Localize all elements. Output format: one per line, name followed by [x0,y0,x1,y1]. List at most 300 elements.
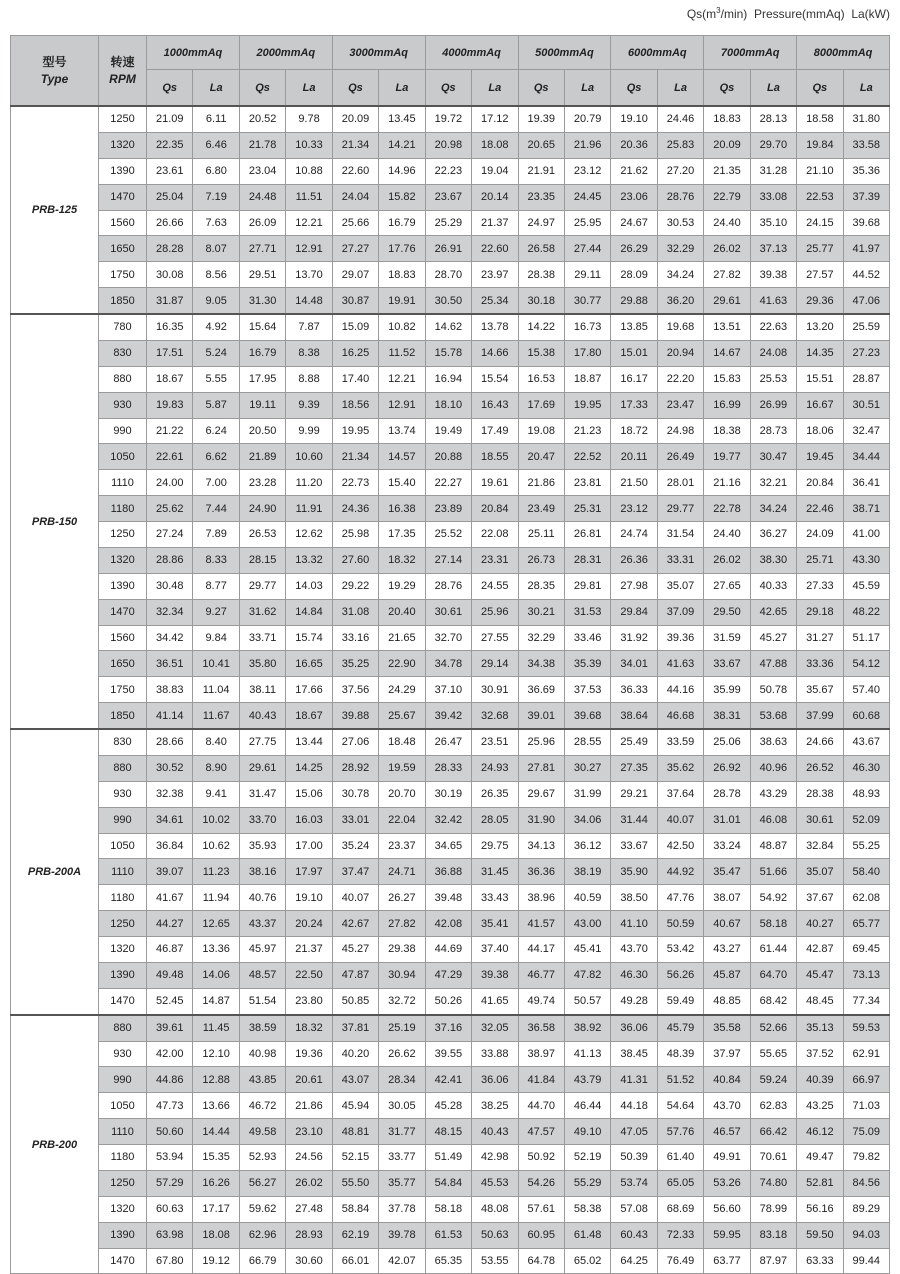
la-cell: 21.86 [286,1093,332,1119]
qs-cell: 27.27 [332,236,378,262]
la-cell: 12.21 [286,210,332,236]
la-cell: 18.08 [472,132,518,158]
qs-cell: 45.28 [425,1093,471,1119]
la-cell: 36.06 [472,1067,518,1093]
la-cell: 54.92 [750,885,796,911]
qs-cell: 15.64 [239,314,285,340]
qs-cell: 13.51 [704,314,750,340]
la-cell: 9.84 [193,625,239,651]
qs-cell: 21.89 [239,444,285,470]
table-row [11,314,890,340]
rpm-cell: 830 [99,729,147,755]
la-cell: 13.78 [472,314,518,340]
la-cell: 41.63 [750,288,796,314]
qs-cell: 14.35 [797,340,843,366]
qs-cell: 15.83 [704,366,750,392]
la-cell: 18.48 [379,729,425,755]
qs-cell: 17.40 [332,366,378,392]
qs-cell: 22.23 [425,158,471,184]
qs-cell: 28.33 [425,755,471,781]
la-cell: 14.66 [472,340,518,366]
la-cell: 33.46 [564,625,610,651]
qs-cell: 66.79 [239,1248,285,1274]
qs-cell: 34.61 [147,807,193,833]
la-cell: 35.39 [564,651,610,677]
qs-cell: 38.97 [518,1041,564,1067]
qs-cell: 37.81 [332,1015,378,1041]
la-cell: 13.44 [286,729,332,755]
la-cell: 22.63 [750,314,796,340]
la-cell: 58.38 [564,1196,610,1222]
qs-cell: 27.82 [704,262,750,288]
la-cell: 13.70 [286,262,332,288]
qs-cell: 61.53 [425,1222,471,1248]
rpm-cell: 930 [99,392,147,418]
table-row [11,833,890,859]
qs-cell: 26.29 [611,236,657,262]
qs-cell: 33.67 [611,833,657,859]
qs-cell: 52.45 [147,988,193,1014]
la-cell: 28.31 [564,547,610,573]
la-cell: 30.77 [564,288,610,314]
qs-cell: 50.60 [147,1119,193,1145]
qs-cell: 28.28 [147,236,193,262]
la-cell: 59.49 [657,988,703,1014]
qs-cell: 31.30 [239,288,285,314]
la-cell: 23.12 [564,158,610,184]
la-cell: 17.76 [379,236,425,262]
la-cell: 28.87 [843,366,889,392]
la-cell: 69.45 [843,937,889,963]
table-row [11,781,890,807]
la-cell: 24.93 [472,755,518,781]
qs-cell: 40.98 [239,1041,285,1067]
la-cell: 39.68 [564,703,610,729]
qs-cell: 33.01 [332,807,378,833]
qs-cell: 42.08 [425,911,471,937]
qs-cell: 17.95 [239,366,285,392]
qs-cell: 18.67 [147,366,193,392]
la-cell: 37.09 [657,599,703,625]
la-cell: 29.70 [750,132,796,158]
la-cell: 41.13 [564,1041,610,1067]
qs-cell: 42.67 [332,911,378,937]
qs-cell: 41.84 [518,1067,564,1093]
la-cell: 32.47 [843,418,889,444]
table-row [11,573,890,599]
la-cell: 26.62 [379,1041,425,1067]
qs-cell: 43.70 [704,1093,750,1119]
la-cell: 25.95 [564,210,610,236]
la-subheader: La [657,70,703,107]
la-cell: 24.46 [657,106,703,132]
qs-cell: 35.58 [704,1015,750,1041]
la-cell: 18.32 [379,547,425,573]
rpm-cell: 1650 [99,651,147,677]
la-cell: 51.52 [657,1067,703,1093]
la-cell: 32.29 [657,236,703,262]
qs-cell: 35.80 [239,651,285,677]
qs-subheader: Qs [518,70,564,107]
qs-cell: 41.67 [147,885,193,911]
qs-cell: 62.96 [239,1222,285,1248]
qs-cell: 44.27 [147,911,193,937]
la-cell: 37.53 [564,677,610,703]
qs-cell: 15.51 [797,366,843,392]
qs-cell: 22.27 [425,470,471,496]
la-cell: 55.65 [750,1041,796,1067]
rpm-cell: 1470 [99,1248,147,1274]
la-cell: 22.60 [472,236,518,262]
qs-cell: 19.11 [239,392,285,418]
la-cell: 25.34 [472,288,518,314]
qs-cell: 22.73 [332,470,378,496]
qs-cell: 24.66 [797,729,843,755]
rpm-cell: 1560 [99,210,147,236]
qs-cell: 22.78 [704,496,750,522]
la-cell: 5.87 [193,392,239,418]
la-cell: 48.22 [843,599,889,625]
qs-cell: 46.77 [518,962,564,988]
qs-cell: 36.06 [611,1015,657,1041]
la-cell: 48.08 [472,1196,518,1222]
qs-cell: 37.56 [332,677,378,703]
la-cell: 23.37 [379,833,425,859]
la-cell: 28.05 [472,807,518,833]
qs-cell: 35.07 [797,859,843,885]
la-cell: 18.55 [472,444,518,470]
qs-cell: 31.08 [332,599,378,625]
qs-cell: 19.84 [797,132,843,158]
la-cell: 11.94 [193,885,239,911]
qs-cell: 28.15 [239,547,285,573]
table-row [11,106,890,132]
la-cell: 27.48 [286,1196,332,1222]
qs-cell: 20.36 [611,132,657,158]
la-cell: 89.29 [843,1196,889,1222]
la-cell: 65.77 [843,911,889,937]
la-cell: 14.21 [379,132,425,158]
la-cell: 65.05 [657,1170,703,1196]
la-cell: 16.73 [564,314,610,340]
la-cell: 38.63 [750,729,796,755]
la-cell: 83.18 [750,1222,796,1248]
la-cell: 16.03 [286,807,332,833]
table-row [11,288,890,314]
la-cell: 38.71 [843,496,889,522]
qs-cell: 40.67 [704,911,750,937]
la-cell: 37.40 [472,937,518,963]
la-cell: 40.59 [564,885,610,911]
qs-cell: 18.38 [704,418,750,444]
la-cell: 6.46 [193,132,239,158]
la-cell: 9.05 [193,288,239,314]
qs-cell: 20.11 [611,444,657,470]
qs-cell: 54.84 [425,1170,471,1196]
qs-cell: 39.48 [425,885,471,911]
la-cell: 25.96 [472,599,518,625]
la-cell: 34.44 [843,444,889,470]
qs-cell: 59.95 [704,1222,750,1248]
qs-cell: 37.67 [797,885,843,911]
la-cell: 29.14 [472,651,518,677]
qs-cell: 67.80 [147,1248,193,1274]
la-cell: 22.08 [472,522,518,548]
la-cell: 35.07 [657,573,703,599]
la-cell: 18.08 [193,1222,239,1248]
qs-cell: 43.37 [239,911,285,937]
table-row [11,210,890,236]
la-cell: 43.67 [843,729,889,755]
qs-cell: 16.67 [797,392,843,418]
units-qs-tail: /min) [720,7,748,21]
la-cell: 21.37 [286,937,332,963]
qs-cell: 29.18 [797,599,843,625]
la-cell: 38.30 [750,547,796,573]
la-cell: 53.68 [750,703,796,729]
la-cell: 44.52 [843,262,889,288]
table-row [11,859,890,885]
pressure-header: 5000mmAq [518,36,611,70]
qs-cell: 13.85 [611,314,657,340]
qs-cell: 15.01 [611,340,657,366]
qs-cell: 36.69 [518,677,564,703]
la-cell: 44.16 [657,677,703,703]
qs-cell: 21.91 [518,158,564,184]
la-cell: 20.61 [286,1067,332,1093]
qs-cell: 38.16 [239,859,285,885]
la-cell: 41.63 [657,651,703,677]
qs-cell: 36.88 [425,859,471,885]
la-cell: 45.41 [564,937,610,963]
rpm-cell: 1320 [99,547,147,573]
la-cell: 47.76 [657,885,703,911]
rpm-cell: 1470 [99,988,147,1014]
qs-cell: 47.57 [518,1119,564,1145]
qs-cell: 27.57 [797,262,843,288]
qs-cell: 29.61 [704,288,750,314]
qs-cell: 21.78 [239,132,285,158]
la-cell: 72.33 [657,1222,703,1248]
la-cell: 17.97 [286,859,332,885]
qs-cell: 17.51 [147,340,193,366]
qs-cell: 51.49 [425,1145,471,1171]
la-cell: 25.67 [379,703,425,729]
la-cell: 51.66 [750,859,796,885]
qs-cell: 32.42 [425,807,471,833]
qs-cell: 52.81 [797,1170,843,1196]
la-cell: 55.25 [843,833,889,859]
units-qs-sup: 3 [716,6,721,15]
la-cell: 23.31 [472,547,518,573]
qs-cell: 37.10 [425,677,471,703]
qs-cell: 20.98 [425,132,471,158]
la-cell: 30.91 [472,677,518,703]
la-cell: 9.78 [286,106,332,132]
table-row [11,911,890,937]
la-cell: 14.25 [286,755,332,781]
qs-cell: 40.43 [239,703,285,729]
qs-cell: 27.24 [147,522,193,548]
qs-cell: 28.78 [704,781,750,807]
la-cell: 23.80 [286,988,332,1014]
qs-cell: 23.12 [611,496,657,522]
table-row [11,262,890,288]
la-cell: 45.27 [750,625,796,651]
la-cell: 19.91 [379,288,425,314]
qs-cell: 20.50 [239,418,285,444]
table-row [11,651,890,677]
la-cell: 6.24 [193,418,239,444]
qs-cell: 29.77 [239,573,285,599]
la-cell: 66.97 [843,1067,889,1093]
la-cell: 57.40 [843,677,889,703]
la-cell: 30.51 [843,392,889,418]
qs-cell: 31.27 [797,625,843,651]
qs-cell: 64.78 [518,1248,564,1274]
qs-cell: 19.39 [518,106,564,132]
qs-cell: 29.36 [797,288,843,314]
qs-cell: 49.28 [611,988,657,1014]
la-cell: 8.77 [193,573,239,599]
la-cell: 21.96 [564,132,610,158]
qs-cell: 19.95 [332,418,378,444]
qs-cell: 24.36 [332,496,378,522]
rpm-header-cn: 转速 [110,54,135,69]
table-row [11,1041,890,1067]
la-cell: 61.44 [750,937,796,963]
la-cell: 18.87 [564,366,610,392]
qs-cell: 26.73 [518,547,564,573]
qs-cell: 44.70 [518,1093,564,1119]
qs-cell: 23.28 [239,470,285,496]
la-cell: 29.11 [564,262,610,288]
la-cell: 7.19 [193,184,239,210]
table-row [11,184,890,210]
la-cell: 11.51 [286,184,332,210]
pressure-header: 3000mmAq [332,36,425,70]
la-cell: 30.94 [379,962,425,988]
qs-cell: 19.10 [611,106,657,132]
qs-cell: 44.86 [147,1067,193,1093]
la-cell: 18.67 [286,703,332,729]
la-cell: 25.19 [379,1015,425,1041]
qs-cell: 59.62 [239,1196,285,1222]
qs-cell: 21.16 [704,470,750,496]
qs-cell: 37.99 [797,703,843,729]
la-cell: 5.24 [193,340,239,366]
type-cell: PRB-125 [11,106,99,314]
qs-cell: 50.85 [332,988,378,1014]
qs-cell: 27.65 [704,573,750,599]
la-cell: 39.78 [379,1222,425,1248]
qs-cell: 35.93 [239,833,285,859]
la-cell: 8.88 [286,366,332,392]
la-cell: 45.59 [843,573,889,599]
qs-cell: 26.02 [704,236,750,262]
la-cell: 10.82 [379,314,425,340]
la-cell: 12.62 [286,522,332,548]
la-cell: 11.23 [193,859,239,885]
qs-cell: 23.35 [518,184,564,210]
rpm-cell: 990 [99,418,147,444]
qs-cell: 38.07 [704,885,750,911]
la-cell: 50.59 [657,911,703,937]
qs-cell: 34.01 [611,651,657,677]
la-cell: 16.26 [193,1170,239,1196]
la-cell: 17.80 [564,340,610,366]
qs-cell: 23.67 [425,184,471,210]
la-cell: 27.82 [379,911,425,937]
table-row [11,1093,890,1119]
qs-cell: 38.64 [611,703,657,729]
la-cell: 16.65 [286,651,332,677]
rpm-cell: 1050 [99,444,147,470]
la-cell: 31.80 [843,106,889,132]
la-cell: 15.35 [193,1145,239,1171]
table-row [11,703,890,729]
la-cell: 53.42 [657,937,703,963]
qs-cell: 56.60 [704,1196,750,1222]
qs-cell: 31.44 [611,807,657,833]
qs-cell: 31.62 [239,599,285,625]
rpm-cell: 1470 [99,599,147,625]
qs-cell: 24.97 [518,210,564,236]
la-cell: 30.27 [564,755,610,781]
la-cell: 55.29 [564,1170,610,1196]
table-body [11,106,890,1274]
rpm-cell: 1650 [99,236,147,262]
la-cell: 28.13 [750,106,796,132]
la-cell: 37.78 [379,1196,425,1222]
la-cell: 47.82 [564,962,610,988]
rpm-cell: 1110 [99,1119,147,1145]
la-cell: 68.69 [657,1196,703,1222]
qs-cell: 26.92 [704,755,750,781]
qs-cell: 28.76 [425,573,471,599]
la-cell: 17.49 [472,418,518,444]
qs-cell: 13.20 [797,314,843,340]
la-cell: 47.88 [750,651,796,677]
table-row [11,1015,890,1041]
la-subheader: La [843,70,889,107]
qs-cell: 63.33 [797,1248,843,1274]
rpm-cell: 1250 [99,522,147,548]
qs-cell: 21.50 [611,470,657,496]
la-cell: 44.92 [657,859,703,885]
la-cell: 33.31 [657,547,703,573]
la-cell: 49.10 [564,1119,610,1145]
rpm-cell: 1180 [99,885,147,911]
la-cell: 35.36 [843,158,889,184]
table-row [11,522,890,548]
qs-cell: 24.67 [611,210,657,236]
qs-cell: 49.74 [518,988,564,1014]
la-cell: 58.18 [750,911,796,937]
qs-cell: 48.57 [239,962,285,988]
pressure-header: 2000mmAq [239,36,332,70]
la-cell: 40.07 [657,807,703,833]
performance-table [10,35,890,1274]
qs-cell: 30.52 [147,755,193,781]
qs-cell: 60.63 [147,1196,193,1222]
la-cell: 26.35 [472,781,518,807]
la-cell: 22.90 [379,651,425,677]
rpm-cell: 1320 [99,132,147,158]
la-cell: 14.06 [193,962,239,988]
qs-cell: 29.50 [704,599,750,625]
qs-cell: 33.16 [332,625,378,651]
